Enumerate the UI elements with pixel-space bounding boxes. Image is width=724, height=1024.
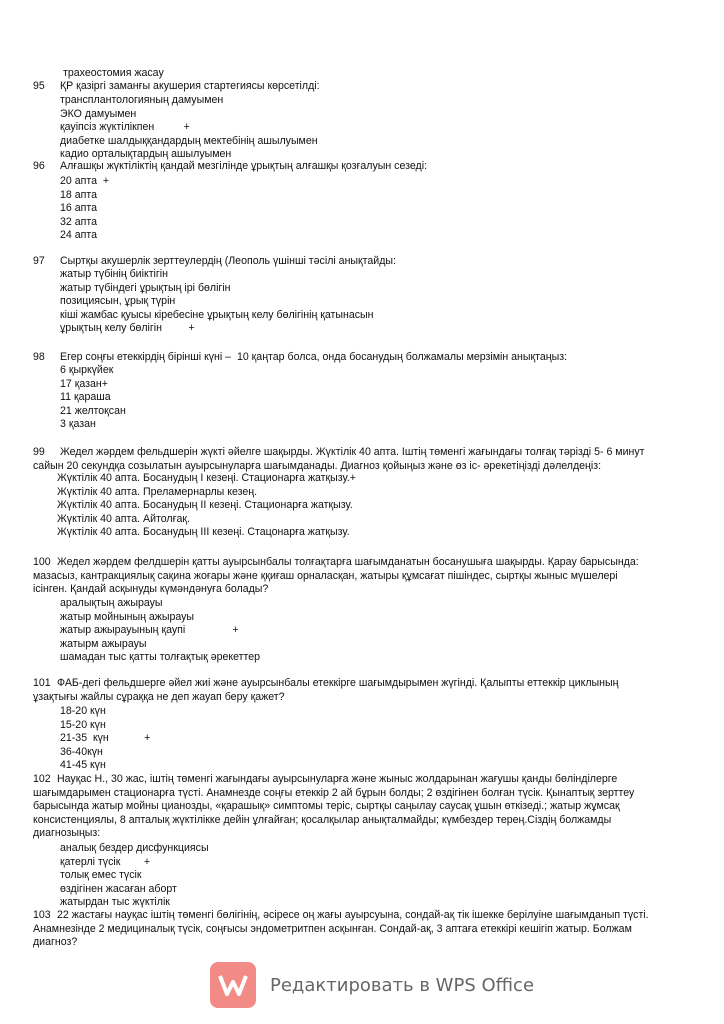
answer-option: 24 апта xyxy=(60,229,97,242)
answer-option: жатыр түбінің биіктігін xyxy=(60,268,168,280)
answer-option: 3 қазан xyxy=(60,418,96,431)
question-text-line: 22 жастағы науқас іштің төменгі бөлігінің, әсіресе оң жағы ауырсуына, сондай-ақ тік ішекке берілуіне шағымданып түсті. xyxy=(57,909,649,921)
question-number: 99 xyxy=(33,446,45,458)
answer-option: позициясын, ұрық түрін xyxy=(60,295,176,308)
question-number: 101 xyxy=(33,677,51,689)
answer-option: аралықтың ажырауы xyxy=(60,597,163,609)
answer-option: Жүктілік 40 апта. Босанудың І кезеңі. Стационарға жатқызу.+ xyxy=(57,472,356,484)
question-number: 95 xyxy=(33,80,45,92)
answer-option: қауіпсіз жүктілікпен + xyxy=(60,121,190,134)
answer-option: 18 апта xyxy=(60,188,97,201)
wps-edit-label: Редактировать в WPS Office xyxy=(270,974,535,996)
question-text-line: мазасыз, кантракциялық сақина жоғары және ққиғаш орналасқан, жатыры құмсағат пішіндес, сыртқы жыныс мүшелері xyxy=(33,569,618,582)
answer-option: жатырм ажырауы xyxy=(60,637,147,650)
answer-option: 15-20 күн xyxy=(60,718,106,731)
answer-option: 36-40күн xyxy=(60,745,103,758)
answer-option: кадио орталықтардың ашылуымен xyxy=(60,148,232,161)
answer-option: 6 қыркүйек xyxy=(60,364,114,376)
question-text-line: консистенциялы, 8 апталық жүктілікке дейін ұлғайған; қосалқылар анықталмайды; күмбездер терең.Сіздің болжамды xyxy=(33,813,612,826)
answer-option: 41-45 күн xyxy=(60,759,106,772)
answer-option: трансплантологияның дамуымен xyxy=(60,94,224,106)
wps-logo-icon xyxy=(210,962,256,1008)
question-number: 103 xyxy=(33,909,51,921)
answer-option: толық емес түсік xyxy=(60,869,142,882)
answer-option: өздігінен жасаған аборт xyxy=(60,882,177,895)
question-text-line: Жедел жәрдем фельдшерін жүкті әйелге шақырды. Жүктілік 40 апта. Іштің төменгі жағындағы толғақ тәрізді 5- 6 минут xyxy=(60,446,645,458)
answer-option: Жүктілік 40 апта. Босанудың ІІ кезеңі. Стационарға жатқызу. xyxy=(57,499,353,512)
answer-option: жатырдан тыс жүктілік xyxy=(60,896,170,909)
question-text-line: Алғашқы жүктіліктің қандай мезгілінде ұрықтың алғашқы қозғалуын сезеді: xyxy=(60,160,428,172)
question-text-line: диагноз? xyxy=(33,936,78,948)
answer-option: қатерлі түсік + xyxy=(60,855,151,868)
question-text-line: ісінген. Қандай асқынуды күмәндәнуға болады? xyxy=(33,583,269,595)
answer-option: 16 апта xyxy=(60,202,97,215)
question-number: 97 xyxy=(33,255,45,267)
answer-option: диабетке шалдыққандардың мектебінің ашылуымен xyxy=(60,134,318,147)
answer-option: Жүктілік 40 апта. Преламернарлы кезең. xyxy=(57,485,258,498)
answer-option: 18-20 күн xyxy=(60,705,106,717)
question-number: 102 xyxy=(33,773,51,785)
question-text-line: барысында жатыр мойны цианозды, «қарашық» симптомы теріс, сыртқы саңылау саусақ ұшын өткізеді.; жатыр жұмсақ xyxy=(33,800,620,812)
question-text-line: Сыртқы акушерлік зерттеулердің (Леополь үшінші тәсілі анықтайды: xyxy=(60,255,396,267)
answer-option: 21-35 күн + xyxy=(60,732,151,745)
question-text-line: Егер соңғы етеккірдің бірінші күні – 10 қаңтар болса, онда босанудың болжамалы мерзімін анықтаңыз: xyxy=(60,351,568,363)
answer-option: Жүктілік 40 апта. Босанудың ІІІ кезеңі. Стацонарға жатқызу. xyxy=(57,526,350,539)
question-text-line: Жедел жәрдем фелдшерін қатты ауырсынбалы толғақтарға шағымданатын босанушыға шақырды. Қарау барысында: xyxy=(57,556,639,568)
question-number: 96 xyxy=(33,160,45,172)
question-number: 100 xyxy=(33,556,51,568)
question-text-line: ҚР қазіргі заманғы акушерия стартегиясы көрсетілді: xyxy=(60,80,320,92)
question-text-line: Науқас Н., 30 жас, іштің төменгі жағындағы ауырсынуларға және жыныс жолдарынан жағушы қанды бөлінділерге xyxy=(57,773,618,785)
question-text-line: шағымдарымен стационарға түсті. Анамнезде соңғы етеккір 2 ай бұрын болды; 2 өздігінен болған түсік. Қынаптық зерттеу xyxy=(33,786,635,799)
answer-option: ЭКО дамуымен xyxy=(60,107,137,120)
answer-option: жатыр мойнының ажырауы xyxy=(60,610,195,623)
question-text-line: Анамнезінде 2 медициналық түсік, соңғысы эндометритпен асқынған. Сондай-ақ, 3 аптаға етеккірі кешігіп жатыр. Болжам xyxy=(33,922,632,935)
question-text-line: сайын 20 секундқа созылатын ауырсынуларға шағымданады. Диагноз қойыңыз және өз іс- әрекетіңізді дәлелдеңіз: xyxy=(33,459,602,472)
answer-option: жатыр түбіндегі ұрықтың ірі бөлігін xyxy=(60,281,231,294)
answer-option: аналық бездер дисфункциясы xyxy=(60,842,209,854)
answer-option: 17 қазан+ xyxy=(60,377,108,390)
answer-option: кіші жамбас қуысы кіребесіне ұрықтың келу бөлігінің қатынасын xyxy=(60,308,374,321)
answer-option: 11 қараша xyxy=(60,391,111,404)
question-number: 98 xyxy=(33,351,45,363)
answer-option: Жүктілік 40 апта. Айтолғақ. xyxy=(57,512,190,525)
answer-option: 20 апта + xyxy=(60,175,110,187)
answer-option: ұрықтың келу бөлігін + xyxy=(60,322,195,335)
question-text-line: ұзақтығы жайлы сұраққа не деп жауап беру қажет? xyxy=(33,690,285,703)
answer-option: 32 апта xyxy=(60,215,97,228)
question-text-line: диагнозыңыз: xyxy=(33,827,101,839)
carryover-option: трахеостомия жасау xyxy=(63,67,164,79)
answer-option: 21 желтоқсан xyxy=(60,404,126,417)
wps-edit-banner[interactable] xyxy=(210,962,534,1008)
question-text-line: ФАБ-дегі фельдшерге әйел жиі және ауырсынбалы етеккірге шағымдырымен жүгінді. Қалыпты еттеккір циклының xyxy=(57,677,619,689)
answer-option: жатыр ажырауының қаупі + xyxy=(60,624,239,637)
answer-option: шамадан тыс қатты толғақтық әрекеттер xyxy=(60,651,261,664)
